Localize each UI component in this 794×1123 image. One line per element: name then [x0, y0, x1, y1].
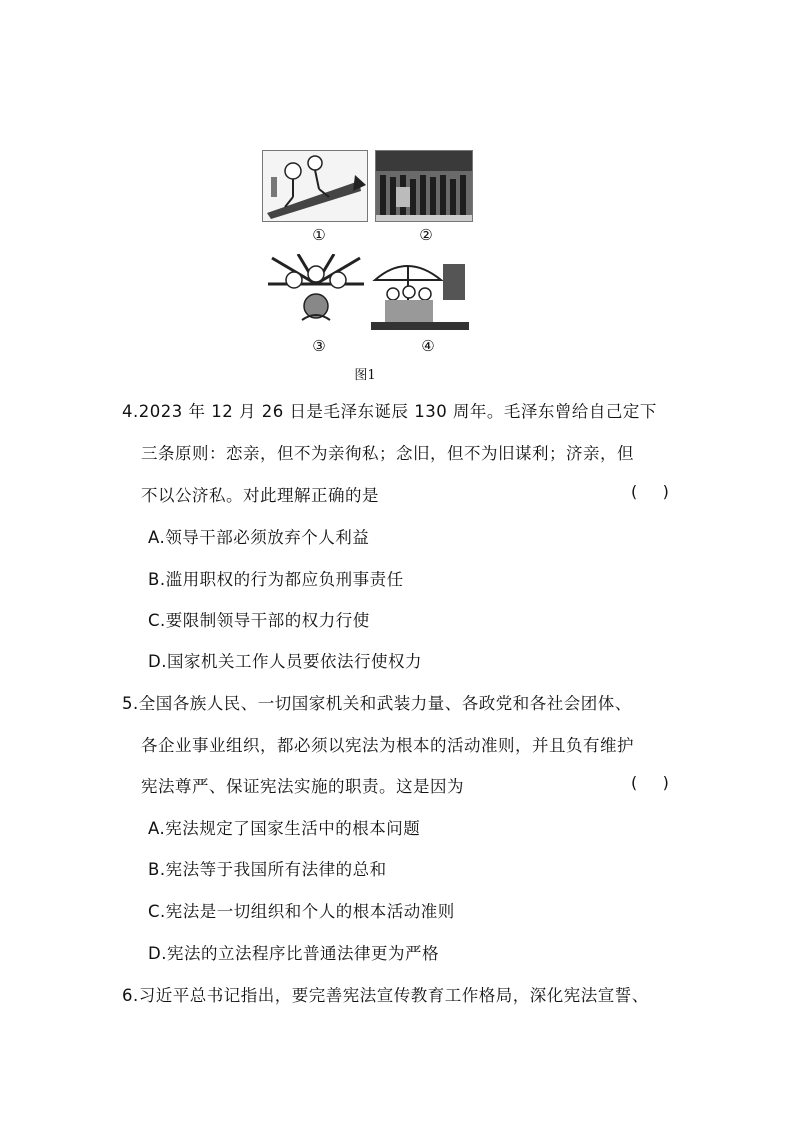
q6-stem-line-1: 6.习近平总书记指出，要完善宪法宣传教育工作格局，深化宪法宣誓、 — [122, 986, 649, 1005]
q5-option-b[interactable]: B.宪法等于我国所有法律的总和 — [148, 860, 387, 879]
q5-option-a[interactable]: A.宪法规定了国家生活中的根本问题 — [148, 819, 421, 838]
q4-stem-line-3: 不以公济私。对此理解正确的是 — [141, 486, 379, 505]
figure-label-4: ④ — [421, 337, 435, 355]
cartoon-4-image — [371, 252, 469, 330]
q4-option-b[interactable]: B.滥用职权的行为都应负刑事责任 — [148, 570, 404, 589]
q5-answer-blank[interactable]: ( ) — [631, 773, 669, 792]
cartoon-3-image — [268, 254, 364, 328]
cartoon-panel-3 — [268, 254, 364, 328]
q4-stem-line-1: 4.2023 年 12 月 26 日是毛泽东诞辰 130 周年。毛泽东曾给自己定下 — [122, 402, 657, 421]
figure-1 — [0, 0, 794, 400]
q4-option-d[interactable]: D.国家机关工作人员要依法行使权力 — [148, 652, 422, 671]
q4-answer-blank[interactable]: ( ) — [631, 482, 669, 501]
figure-label-1: ① — [312, 226, 326, 244]
figure-label-3: ③ — [312, 337, 326, 355]
q5-stem-line-1: 5.全国各族人民、一切国家机关和武装力量、各政党和各社会团体、 — [122, 694, 632, 713]
cartoon-1-image — [263, 151, 367, 221]
cartoon-panel-2 — [375, 150, 473, 222]
q5-option-d[interactable]: D.宪法的立法程序比普通法律更为严格 — [148, 944, 439, 963]
q5-stem-line-2: 各企业事业组织，都必须以宪法为根本的活动准则，并且负有维护 — [141, 736, 634, 755]
q4-option-c[interactable]: C.要限制领导干部的权力行使 — [148, 611, 370, 630]
q4-option-a[interactable]: A.领导干部必须放弃个人利益 — [148, 528, 370, 547]
q5-stem-line-3: 宪法尊严、保证宪法实施的职责。这是因为 — [141, 777, 464, 796]
q4-stem-line-2: 三条原则：恋亲，但不为亲徇私；念旧，但不为旧谋利；济亲，但 — [141, 444, 634, 463]
q5-option-c[interactable]: C.宪法是一切组织和个人的根本活动准则 — [148, 902, 455, 921]
cartoon-panel-4 — [371, 252, 469, 330]
cartoon-2-image — [376, 151, 472, 221]
cartoon-panel-1 — [262, 150, 368, 222]
figure-caption: 图1 — [354, 368, 376, 383]
figure-label-2: ② — [419, 226, 433, 244]
